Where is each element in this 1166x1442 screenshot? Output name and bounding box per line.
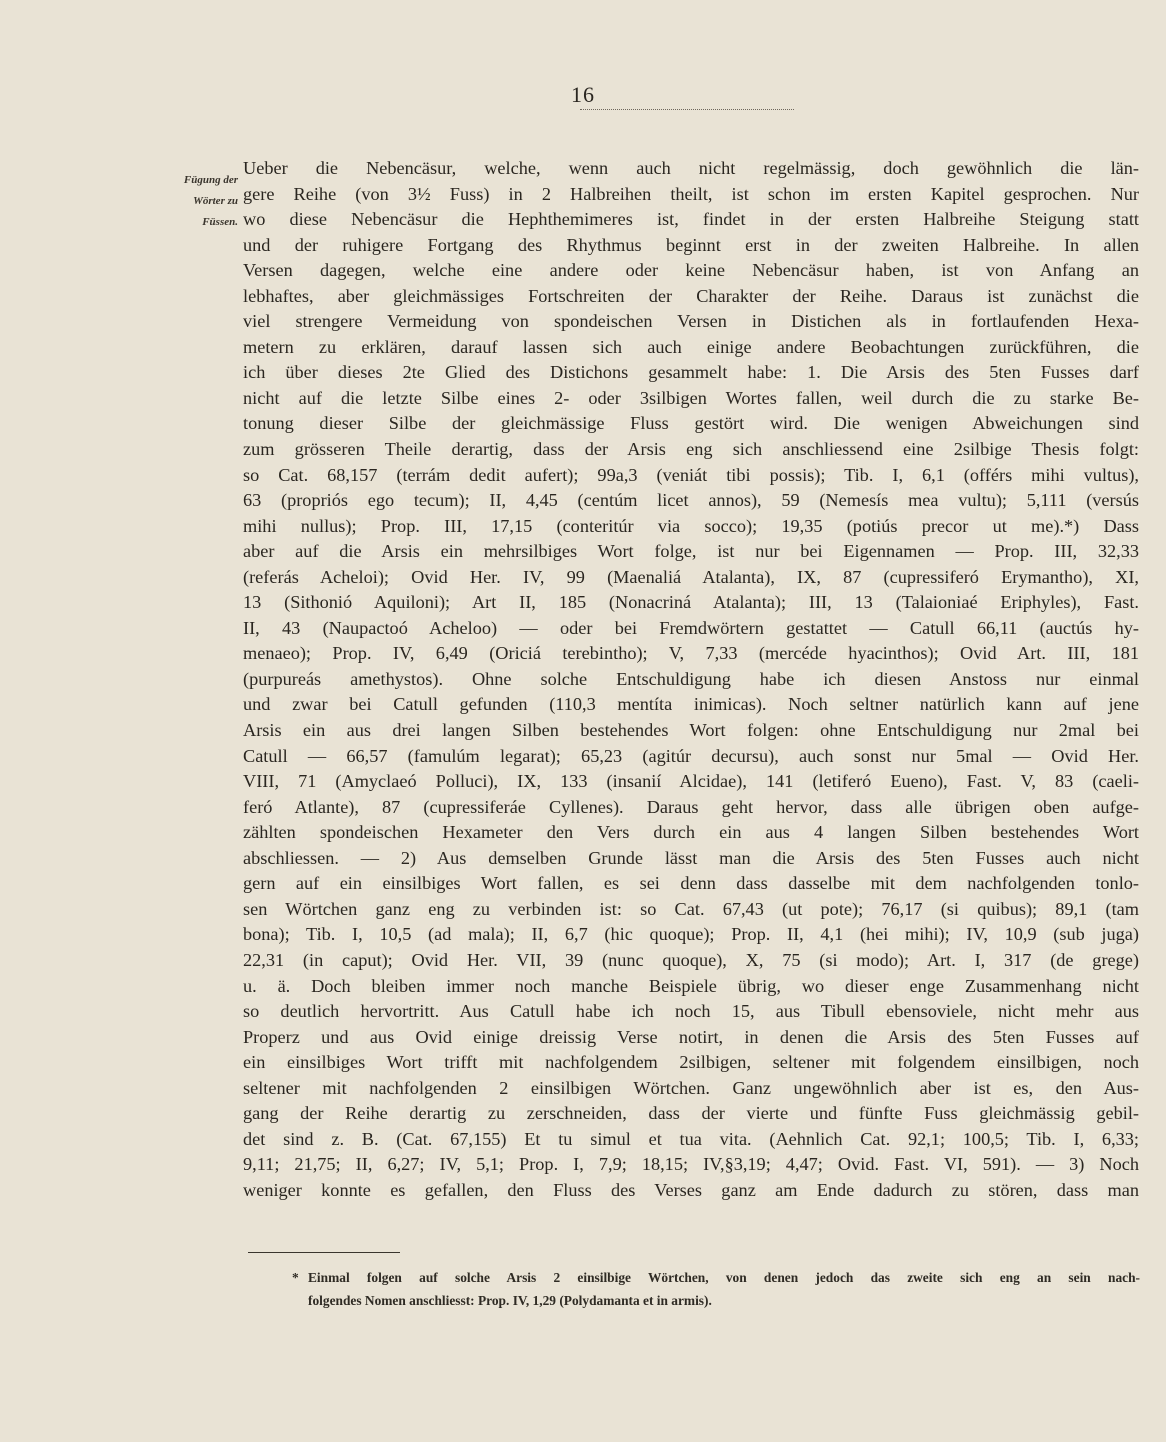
body-line: 9,11; 21,75; II, 6,27; IV, 5,1; Prop. I, 7,9; 18,15; IV,§3,19; 4,47; Ovid. Fast. VI, 591). — 3) Noch bbox=[243, 1154, 1139, 1175]
body-line: (referás Acheloi); Ovid Her. IV, 99 (Maenaliá Atalanta), IX, 87 (cupressiferó Erymantho), XI, bbox=[243, 566, 1139, 587]
page-number: 16 bbox=[571, 82, 595, 107]
body-line: so deutlich hervortritt. Aus Catull habe ich noch 15, aus Tibull ebensoviele, nicht mehr aus bbox=[243, 1001, 1139, 1022]
body-text bbox=[243, 156, 1139, 1203]
body-line: Versen dagegen, welche eine andere oder keine Nebencäsur haben, ist von Anfang an bbox=[243, 260, 1139, 281]
body-line: gern auf ein einsilbiges Wort fallen, es sei denn dass dasselbe mit dem nachfolgenden tonlo- bbox=[243, 873, 1139, 894]
body-line: ich über dieses 2te Glied des Distichons gesammelt habe: 1. Die Arsis des 5ten Fusses darf bbox=[243, 362, 1139, 383]
body-line: aber auf die Arsis ein mehrsilbiges Wort folge, ist nur bei Eigennamen — Prop. III, 32,33 bbox=[243, 541, 1139, 562]
body-line: abschliessen. — 2) Aus demselben Grunde lässt man die Arsis des 5ten Fusses auch nicht bbox=[243, 847, 1139, 868]
body-line: Catull — 66,57 (famulúm legarat); 65,23 (agitúr decursu), auch sonst nur 5mal — Ovid Her. bbox=[243, 745, 1139, 766]
body-line: so Cat. 68,157 (terrám dedit aufert); 99a,3 (veniát tibi possis); Tib. I, 6,1 (offérs mihi vultus), bbox=[243, 464, 1139, 485]
body-line: ein einsilbiges Wort trifft mit nachfolgendem 2silbigen, seltener mit folgendem einsilbigen, noch bbox=[243, 1052, 1139, 1073]
body-line: menaeo); Prop. IV, 6,49 (Oriciá terebintho); V, 7,33 (mercéde hyacinthos); Ovid Art. III, 181 bbox=[243, 643, 1139, 664]
marginal-note-line: Fügung der bbox=[183, 174, 238, 186]
body-line: gere Reihe (von 3½ Fuss) in 2 Halbreihen theilt, ist schon im ersten Kapitel gesprochen. Nur bbox=[243, 183, 1139, 204]
header-rule bbox=[580, 109, 794, 110]
body-line: II, 43 (Naupactoó Acheloo) — oder bei Fremdwörtern gestattet — Catull 66,11 (auctús hy- bbox=[243, 617, 1139, 638]
body-line: det sind z. B. (Cat. 67,155) Et tu simul et tua vita. (Aehnlich Cat. 92,1; 100,5; Tib. I, 6,33; bbox=[243, 1128, 1139, 1149]
body-line: Properz und aus Ovid einige dreissig Verse notirt, in denen die Arsis des 5ten Fusses auf bbox=[243, 1026, 1139, 1047]
footnote bbox=[292, 1266, 1140, 1312]
body-line: viel strengere Vermeidung von spondeischen Versen in Distichen als in fortlaufenden Hexa- bbox=[243, 311, 1139, 332]
body-line: wo diese Nebencäsur die Hephthemimeres ist, findet in der ersten Halbreihe Steigung statt bbox=[243, 209, 1139, 230]
body-line: u. ä. Doch bleiben immer noch manche Beispiele übrig, wo dieser enge Zusammenhang nicht bbox=[243, 975, 1139, 996]
body-line: gang der Reihe derartig zu zerschneiden, dass der vierte und fünfte Fuss gleichmässig gebil- bbox=[243, 1103, 1139, 1124]
marginal-note-line: Wörter zu bbox=[193, 195, 238, 207]
body-line: weniger konnte es gefallen, den Fluss des Verses ganz am Ende dadurch zu stören, dass man bbox=[243, 1179, 1139, 1200]
body-line: VIII, 71 (Amyclaeó Polluci), IX, 133 (insanií Alcidae), 141 (letiferó Eueno), Fast. V, 83 (caeli- bbox=[243, 771, 1139, 792]
body-line: nicht auf die letzte Silbe eines 2- oder 3silbigen Wortes fallen, weil durch die zu starke Be- bbox=[243, 387, 1139, 408]
body-line: und zwar bei Catull gefunden (110,3 mentíta inimicas). Noch seltner natürlich kann auf jene bbox=[243, 694, 1139, 715]
footnote-line: folgendes Nomen anschliesst: Prop. IV, 1,29 (Polydamanta et in armis). bbox=[308, 1293, 712, 1308]
body-line: bona); Tib. I, 10,5 (ad mala); II, 6,7 (hic quoque); Prop. II, 4,1 (hei mihi); IV, 10,9 (sub juga) bbox=[243, 924, 1139, 945]
body-line: lebhaftes, aber gleichmässiges Fortschreiten der Charakter der Reihe. Daraus ist zunächst die bbox=[243, 285, 1139, 306]
body-line: (purpureás amethystos). Ohne solche Entschuldigung habe ich diesen Anstoss nur einmal bbox=[243, 668, 1139, 689]
footnote-text: Einmal folgen auf solche Arsis 2 einsilbige Wörtchen, von denen jedoch das zweite sich eng an sein nach- bbox=[308, 1270, 1140, 1285]
body-line: zum grösseren Theile derartig, dass der Arsis eng sich anschliessend eine 2silbige Thesis folgt: bbox=[243, 439, 1139, 460]
body-line: metern zu erklären, darauf lassen sich auch einige andere Beobachtungen zurückführen, die bbox=[243, 336, 1139, 357]
body-line: 63 (propriós ego tecum); II, 4,45 (centúm licet annos), 59 (Nemesís mea vultu); 5,111 (versús bbox=[243, 490, 1139, 511]
body-line: 13 (Sithonió Aquiloni); Art II, 185 (Nonacriná Atalanta); III, 13 (Talaioniaé Eriphyles), Fast. bbox=[243, 592, 1139, 613]
body-line: 22,31 (in caput); Ovid Her. VII, 39 (nunc quoque), X, 75 (si modo); Art. I, 317 (de grege) bbox=[243, 949, 1139, 970]
marginal-note bbox=[138, 170, 238, 233]
marginal-note-line: Füssen. bbox=[202, 216, 238, 228]
body-line: Ueber die Nebencäsur, welche, wenn auch nicht regelmässig, doch gewöhnlich die län- bbox=[243, 158, 1139, 178]
body-line: zählten spondeischen Hexameter den Vers durch ein aus 4 langen Silben bestehendes Wort bbox=[243, 822, 1139, 843]
body-line: sen Wörtchen ganz eng zu verbinden ist: so Cat. 67,43 (ut pote); 76,17 (si quibus); 89,1 (tam bbox=[243, 898, 1139, 919]
footnote-line bbox=[292, 1266, 1140, 1289]
footnote-marker: * bbox=[292, 1270, 299, 1285]
body-line: Arsis ein aus drei langen Silben bestehendes Wort folgen: ohne Entschuldigung nur 2mal bei bbox=[243, 720, 1139, 741]
body-line: feró Atlante), 87 (cupressiferáe Cyllenes). Daraus geht hervor, dass alle übrigen oben aufge- bbox=[243, 796, 1139, 817]
body-line: und der ruhigere Fortgang des Rhythmus beginnt erst in der zweiten Halbreihe. In allen bbox=[243, 234, 1139, 255]
body-line: seltener mit nachfolgenden 2 einsilbigen Wörtchen. Ganz ungewöhnlich aber ist es, den Aus- bbox=[243, 1077, 1139, 1098]
footnote-rule bbox=[248, 1252, 400, 1253]
body-line: mihi nullus); Prop. III, 17,15 (conteritúr via socco); 19,35 (potiús precor ut me).*) Dass bbox=[243, 515, 1139, 536]
body-line: tonung dieser Silbe der gleichmässige Fluss gestört wird. Die wenigen Abweichungen sind bbox=[243, 413, 1139, 434]
